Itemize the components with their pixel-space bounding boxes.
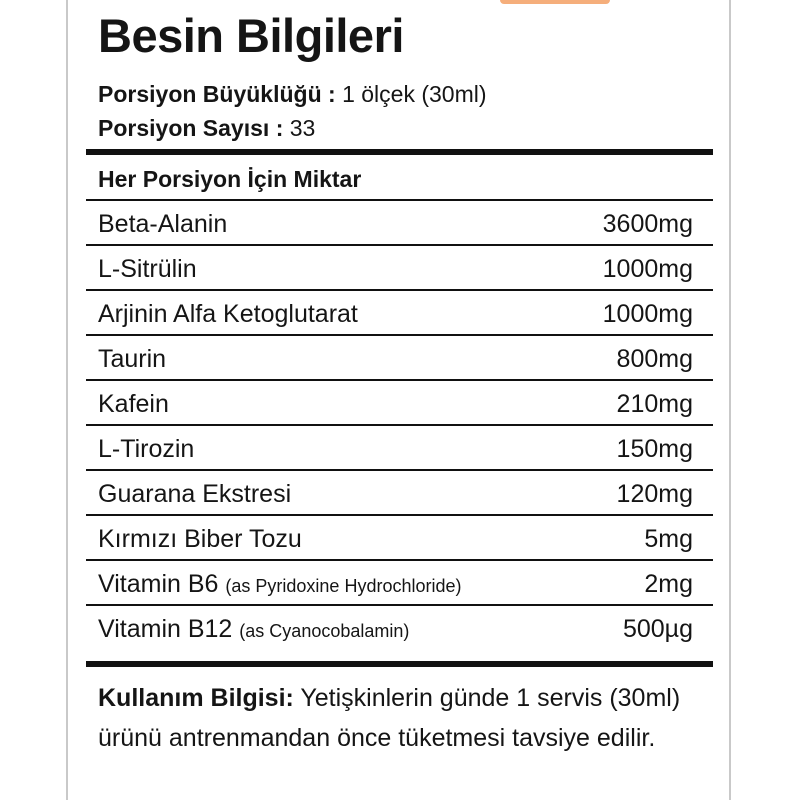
ingredient-name-text: Kırmızı Biber Tozu: [98, 525, 302, 553]
amount-per-serving-header: Her Porsiyon İçin Miktar: [98, 166, 362, 192]
ingredient-note: (as Cyanocobalamin): [239, 621, 410, 641]
ingredient-name-text: Vitamin B12: [98, 615, 233, 643]
ingredient-name-text: L-Sitrülin: [98, 255, 197, 283]
ingredient-amount: 800mg: [616, 345, 693, 373]
ingredient-amount: 3600mg: [602, 210, 693, 238]
panel-title: Besin Bilgileri: [98, 9, 404, 62]
table-row: [86, 606, 713, 651]
ingredient-amount: 2mg: [644, 570, 693, 598]
usage-info-label: Kullanım Bilgisi:: [98, 684, 294, 712]
table-row: [86, 561, 713, 606]
ingredient-amount: 500µg: [622, 615, 693, 643]
table-row: [86, 426, 713, 471]
serving-size-value: 1 ölçek (30ml): [342, 81, 487, 107]
table-row: [86, 471, 713, 516]
divider-thick-bottom: [86, 661, 713, 667]
ingredient-name-text: Arjinin Alfa Ketoglutarat: [98, 300, 358, 328]
usage-info: [98, 678, 688, 758]
ingredient-name-text: Kafein: [98, 390, 169, 418]
usage-info-text: Yetişkinlerin günde 1 servis (30ml) ürünü antrenmandan önce tüketmesi tavsiye edilir.: [98, 684, 681, 752]
ingredient-amount: 1000mg: [602, 255, 693, 283]
table-row: [86, 201, 713, 246]
table-row: [86, 291, 713, 336]
ingredient-name: [98, 254, 197, 286]
frame-right-border: [729, 0, 731, 800]
ingredient-name-text: Taurin: [98, 345, 167, 373]
ingredient-name: [98, 614, 409, 646]
table-row: [86, 336, 713, 381]
ingredient-name-text: Vitamin B6: [98, 570, 219, 598]
ingredient-name-text: L-Tirozin: [98, 435, 195, 463]
frame-left-border: [66, 0, 68, 800]
ingredient-amount: 1000mg: [602, 300, 693, 328]
table-row: [86, 246, 713, 291]
ingredient-name: [98, 389, 169, 421]
ingredient-name-text: Beta-Alanin: [98, 210, 228, 238]
table-row: [86, 516, 713, 561]
ingredient-amount: 150mg: [616, 435, 693, 463]
ingredient-amount: 120mg: [616, 480, 693, 508]
ingredient-table: [86, 201, 713, 651]
ingredient-name: [98, 299, 358, 331]
ingredient-name: [98, 209, 227, 241]
ingredient-amount: 5mg: [644, 525, 693, 553]
ingredient-name: [98, 569, 461, 601]
nutrition-facts-panel: [86, 0, 713, 800]
serving-size: [98, 80, 487, 108]
ingredient-amount: 210mg: [616, 390, 693, 418]
serving-count-label: Porsiyon Sayısı :: [98, 115, 284, 141]
divider-thick-top: [86, 149, 713, 155]
ingredient-note: (as Pyridoxine Hydrochloride): [225, 576, 462, 596]
ingredient-name: [98, 434, 194, 466]
serving-count-value: 33: [289, 115, 316, 141]
ingredient-name: [98, 344, 166, 376]
serving-count: [98, 114, 315, 142]
serving-size-label: Porsiyon Büyüklüğü :: [98, 81, 336, 107]
ingredient-name-text: Guarana Ekstresi: [98, 480, 292, 508]
table-row: [86, 381, 713, 426]
ingredient-name: [98, 479, 291, 511]
ingredient-name: [98, 524, 302, 556]
